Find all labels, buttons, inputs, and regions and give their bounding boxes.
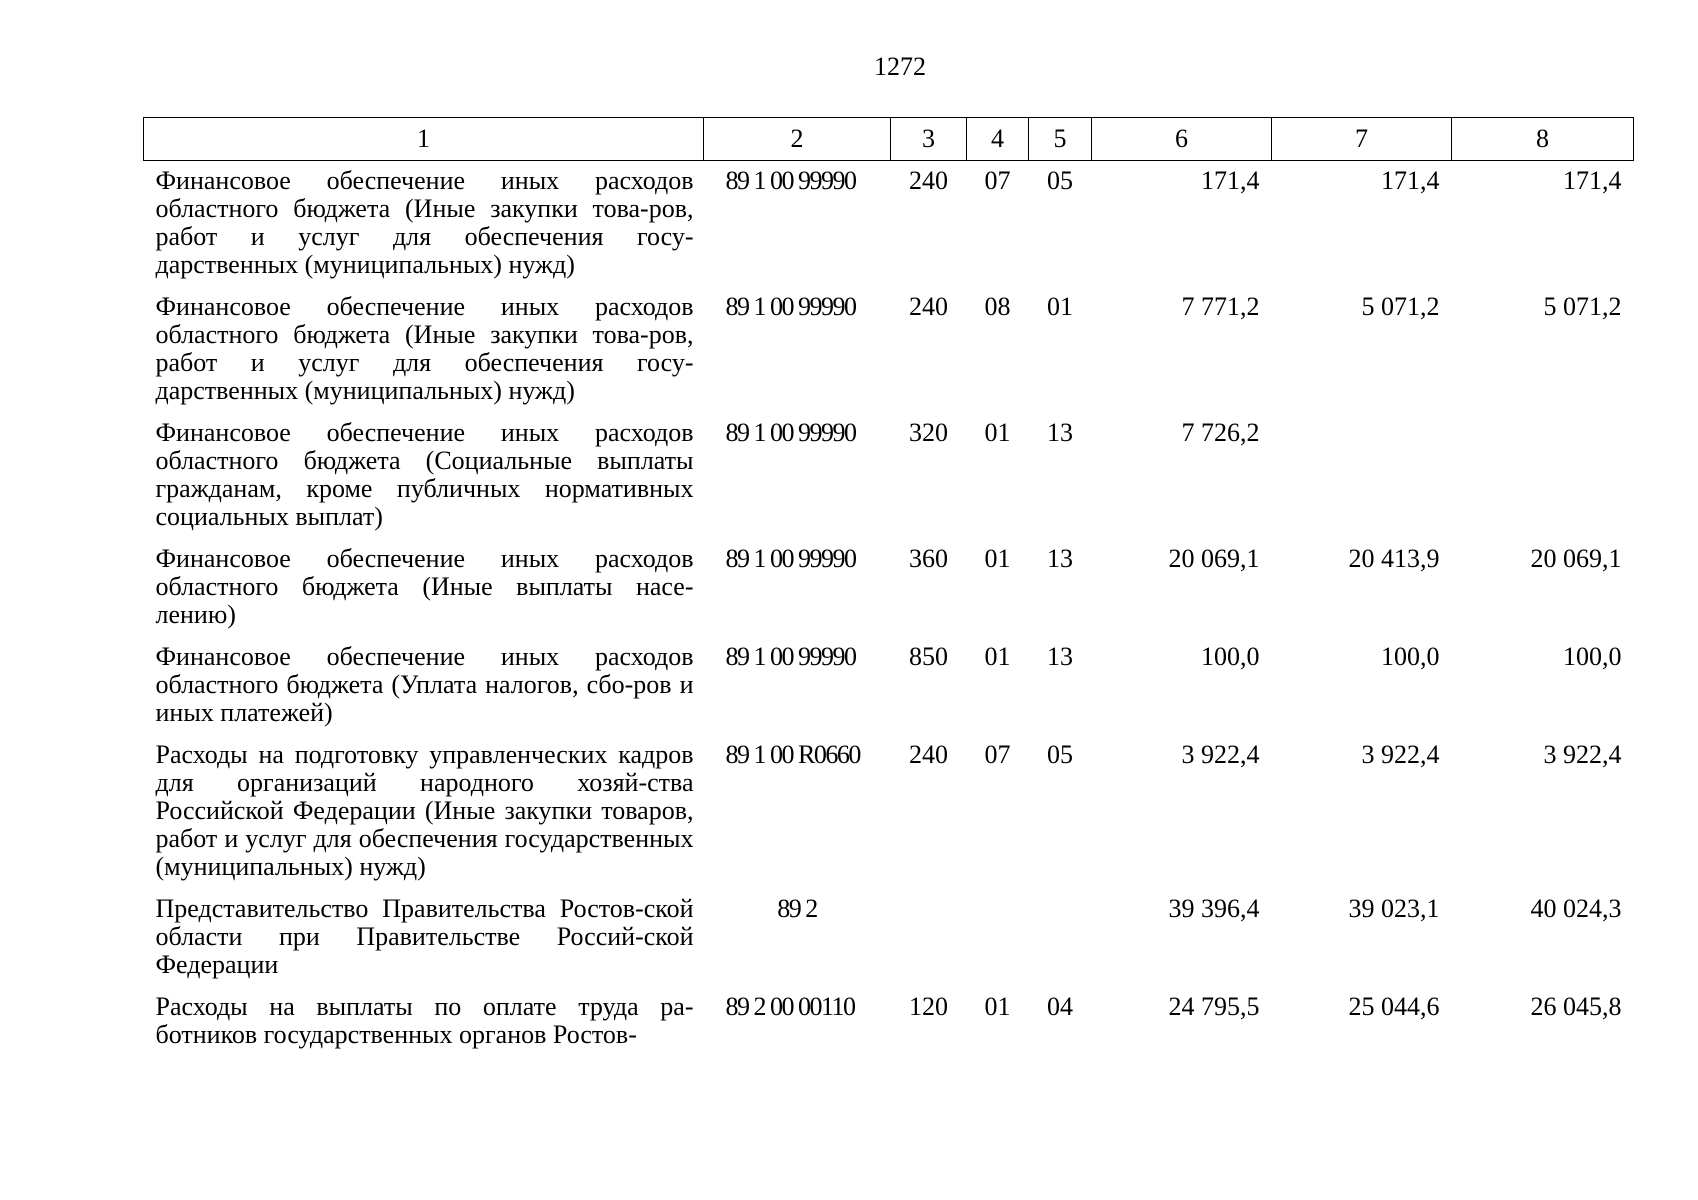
table-header-row xyxy=(144,118,1634,161)
column-header: 6 xyxy=(1092,118,1272,161)
target-code: 89 2 xyxy=(777,894,817,923)
amount-col7 xyxy=(1272,419,1452,545)
expense-description: Расходы на подготовку управленческих кадров для организаций народного хозяй-ства Российской Федерации (Иные закупки товаров, работ и услуг для обеспечения государственных (муниципальных) нужд) xyxy=(155,740,694,881)
column-header: 8 xyxy=(1452,118,1634,161)
expense-description: Финансовое обеспечение иных расходов областного бюджета (Уплата налогов, сбо-ров и иных платежей) xyxy=(155,642,694,727)
subsection xyxy=(1029,895,1092,993)
amount-col7: 171,4 xyxy=(1381,166,1440,195)
expense-description: Финансовое обеспечение иных расходов областного бюджета (Иные закупки това-ров, работ и услуг для обеспечения госу-дарственных (муниципальных) нужд) xyxy=(155,292,694,405)
amount-col6: 39 396,4 xyxy=(1168,894,1260,923)
target-code: 89 2 00 00110 xyxy=(725,992,855,1021)
amount-col8 xyxy=(1452,419,1634,545)
subsection: 05 xyxy=(1047,740,1073,769)
amount-col8: 26 045,8 xyxy=(1530,992,1622,1021)
amount-col8: 100,0 xyxy=(1563,642,1622,671)
section: 01 xyxy=(984,418,1011,447)
amount-col6: 7 771,2 xyxy=(1181,292,1260,321)
section: 07 xyxy=(984,166,1011,195)
table-row xyxy=(144,419,1634,545)
amount-col7: 5 071,2 xyxy=(1361,292,1440,321)
column-header: 3 xyxy=(891,118,967,161)
amount-col8: 3 922,4 xyxy=(1543,740,1622,769)
amount-col7: 39 023,1 xyxy=(1348,894,1440,923)
amount-col6: 20 069,1 xyxy=(1168,544,1260,573)
subsection: 01 xyxy=(1047,292,1073,321)
amount-col7: 25 044,6 xyxy=(1348,992,1440,1021)
section: 01 xyxy=(984,642,1011,671)
column-header: 5 xyxy=(1029,118,1092,161)
expense-description: Финансовое обеспечение иных расходов областного бюджета (Иные выплаты насе-лению) xyxy=(155,544,694,629)
expense-description: Финансовое обеспечение иных расходов областного бюджета (Иные закупки това-ров, работ и услуг для обеспечения госу-дарственных (муниципальных) нужд) xyxy=(155,166,694,279)
amount-col8: 171,4 xyxy=(1563,166,1622,195)
column-header: 4 xyxy=(967,118,1029,161)
table-row xyxy=(144,293,1634,419)
amount-col6: 24 795,5 xyxy=(1168,992,1260,1021)
amount-col7: 100,0 xyxy=(1381,642,1440,671)
column-header: 2 xyxy=(704,118,891,161)
amount-col7: 20 413,9 xyxy=(1348,544,1440,573)
expense-type xyxy=(891,895,967,993)
table-row xyxy=(144,545,1634,643)
expense-description: Расходы на выплаты по оплате труда ра-ботников государственных органов Ростов- xyxy=(155,992,694,1049)
subsection: 13 xyxy=(1047,642,1073,671)
amount-col6: 7 726,2 xyxy=(1181,418,1260,447)
section: 07 xyxy=(984,740,1011,769)
amount-col8: 5 071,2 xyxy=(1543,292,1622,321)
subsection: 04 xyxy=(1047,992,1073,1021)
target-code: 89 1 00 99990 xyxy=(725,418,856,447)
subsection: 05 xyxy=(1047,166,1073,195)
target-code: 89 1 00 99990 xyxy=(725,544,856,573)
amount-col6: 171,4 xyxy=(1201,166,1260,195)
subsection: 13 xyxy=(1047,418,1073,447)
expense-type: 120 xyxy=(909,992,948,1021)
expense-type: 240 xyxy=(909,166,948,195)
budget-table xyxy=(143,117,1634,1063)
subsection: 13 xyxy=(1047,544,1073,573)
amount-col6: 3 922,4 xyxy=(1181,740,1260,769)
expense-type: 850 xyxy=(909,642,948,671)
amount-col8: 20 069,1 xyxy=(1530,544,1622,573)
expense-type: 240 xyxy=(909,740,948,769)
expense-type: 360 xyxy=(909,544,948,573)
table-row xyxy=(144,895,1634,993)
section: 08 xyxy=(984,292,1011,321)
amount-col6: 100,0 xyxy=(1201,642,1260,671)
section xyxy=(967,895,1029,993)
table-row xyxy=(144,993,1634,1063)
expense-type: 320 xyxy=(909,418,948,447)
amount-col7: 3 922,4 xyxy=(1361,740,1440,769)
table-row xyxy=(144,161,1634,294)
target-code: 89 1 00 99990 xyxy=(725,166,856,195)
section: 01 xyxy=(984,544,1011,573)
table-row xyxy=(144,741,1634,895)
target-code: 89 1 00 R0660 xyxy=(725,740,860,769)
column-header: 7 xyxy=(1272,118,1452,161)
expense-type: 240 xyxy=(909,292,948,321)
amount-col8: 40 024,3 xyxy=(1530,894,1622,923)
section: 01 xyxy=(984,992,1011,1021)
expense-description: Финансовое обеспечение иных расходов областного бюджета (Социальные выплаты гражданам, кроме публичных нормативных социальных выплат) xyxy=(155,418,694,531)
page-number: 1272 xyxy=(874,52,926,81)
column-header: 1 xyxy=(144,118,704,161)
table-row xyxy=(144,643,1634,741)
target-code: 89 1 00 99990 xyxy=(725,292,856,321)
expense-description: Представительство Правительства Ростов-ской области при Правительстве Россий-ской Федерации xyxy=(155,894,694,979)
target-code: 89 1 00 99990 xyxy=(725,642,856,671)
